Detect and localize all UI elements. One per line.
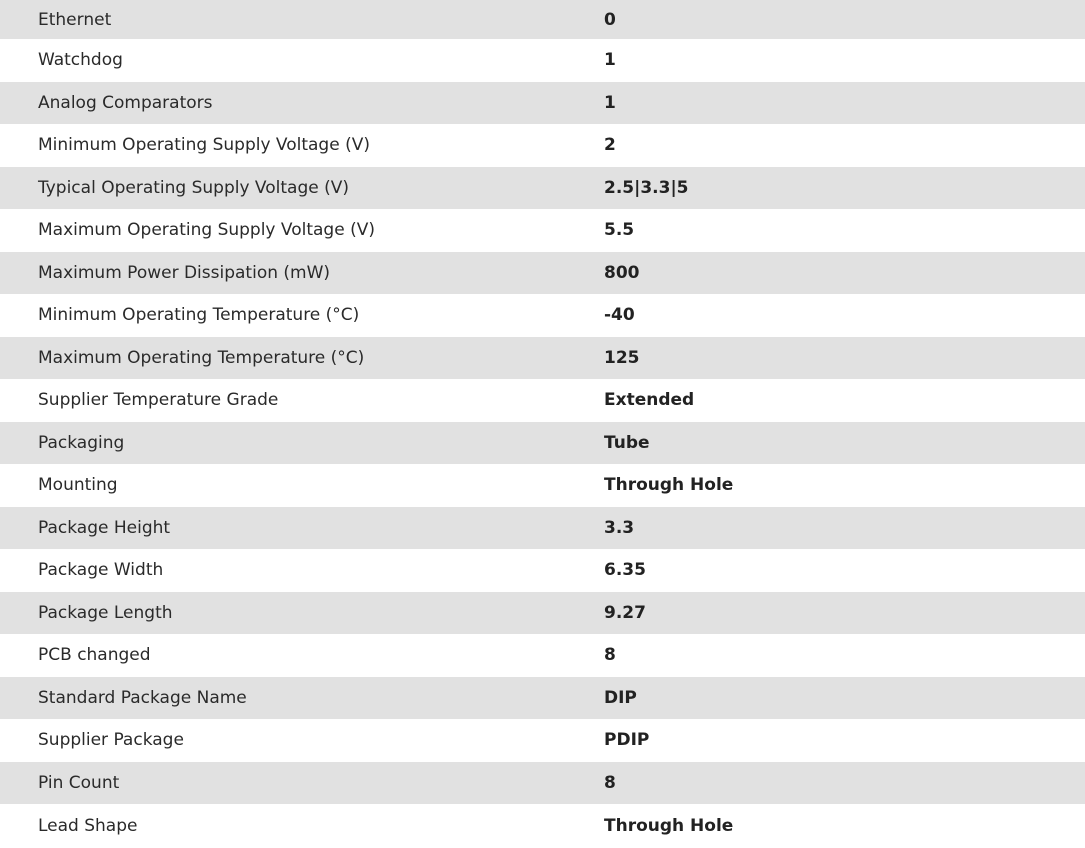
spec-label: Minimum Operating Supply Voltage (V) bbox=[0, 124, 604, 167]
spec-value: Through Hole bbox=[604, 804, 1085, 848]
spec-value: 6.35 bbox=[604, 549, 1085, 592]
spec-row-temperature-grade bbox=[0, 379, 1085, 422]
spec-value: 2 bbox=[604, 124, 1085, 167]
spec-value: PDIP bbox=[604, 719, 1085, 762]
spec-row-package-height bbox=[0, 507, 1085, 550]
spec-value: 125 bbox=[604, 337, 1085, 380]
spec-row-typ-supply-voltage bbox=[0, 167, 1085, 210]
spec-row-package-width bbox=[0, 549, 1085, 592]
spec-row-standard-package-name bbox=[0, 677, 1085, 720]
spec-label: Mounting bbox=[0, 464, 604, 507]
spec-label: Supplier Package bbox=[0, 719, 604, 762]
spec-label: Watchdog bbox=[0, 39, 604, 82]
spec-label: Package Length bbox=[0, 592, 604, 635]
spec-value: DIP bbox=[604, 677, 1085, 720]
spec-row-pcb-changed bbox=[0, 634, 1085, 677]
spec-value: 5.5 bbox=[604, 209, 1085, 252]
spec-row-min-temperature bbox=[0, 294, 1085, 337]
spec-row-max-temperature bbox=[0, 337, 1085, 380]
spec-row-ethernet bbox=[0, 0, 1085, 39]
spec-row-pin-count bbox=[0, 762, 1085, 805]
spec-row-watchdog bbox=[0, 39, 1085, 82]
spec-value: -40 bbox=[604, 294, 1085, 337]
spec-label: Minimum Operating Temperature (°C) bbox=[0, 294, 604, 337]
spec-value: 0 bbox=[604, 0, 1085, 39]
spec-row-max-power-dissipation bbox=[0, 252, 1085, 295]
spec-label: Analog Comparators bbox=[0, 82, 604, 125]
spec-row-mounting bbox=[0, 464, 1085, 507]
spec-value: 2.5|3.3|5 bbox=[604, 167, 1085, 210]
spec-row-lead-shape bbox=[0, 804, 1085, 848]
spec-label: Package Width bbox=[0, 549, 604, 592]
spec-value: 8 bbox=[604, 762, 1085, 805]
spec-label: PCB changed bbox=[0, 634, 604, 677]
spec-label: Maximum Power Dissipation (mW) bbox=[0, 252, 604, 295]
spec-row-supplier-package bbox=[0, 719, 1085, 762]
spec-label: Maximum Operating Supply Voltage (V) bbox=[0, 209, 604, 252]
spec-label: Packaging bbox=[0, 422, 604, 465]
spec-value: 800 bbox=[604, 252, 1085, 295]
spec-label: Standard Package Name bbox=[0, 677, 604, 720]
spec-label: Package Height bbox=[0, 507, 604, 550]
spec-label: Ethernet bbox=[0, 0, 604, 39]
spec-label: Maximum Operating Temperature (°C) bbox=[0, 337, 604, 380]
spec-row-packaging bbox=[0, 422, 1085, 465]
spec-label: Typical Operating Supply Voltage (V) bbox=[0, 167, 604, 210]
spec-row-max-supply-voltage bbox=[0, 209, 1085, 252]
spec-value: Through Hole bbox=[604, 464, 1085, 507]
spec-label: Lead Shape bbox=[0, 804, 604, 848]
spec-row-min-supply-voltage bbox=[0, 124, 1085, 167]
spec-row-package-length bbox=[0, 592, 1085, 635]
spec-label: Pin Count bbox=[0, 762, 604, 805]
spec-value: 8 bbox=[604, 634, 1085, 677]
spec-value: 1 bbox=[604, 82, 1085, 125]
spec-value: 9.27 bbox=[604, 592, 1085, 635]
spec-label: Supplier Temperature Grade bbox=[0, 379, 604, 422]
spec-value: Extended bbox=[604, 379, 1085, 422]
spec-value: 1 bbox=[604, 39, 1085, 82]
spec-value: Tube bbox=[604, 422, 1085, 465]
spec-value: 3.3 bbox=[604, 507, 1085, 550]
spec-row-analog-comparators bbox=[0, 82, 1085, 125]
